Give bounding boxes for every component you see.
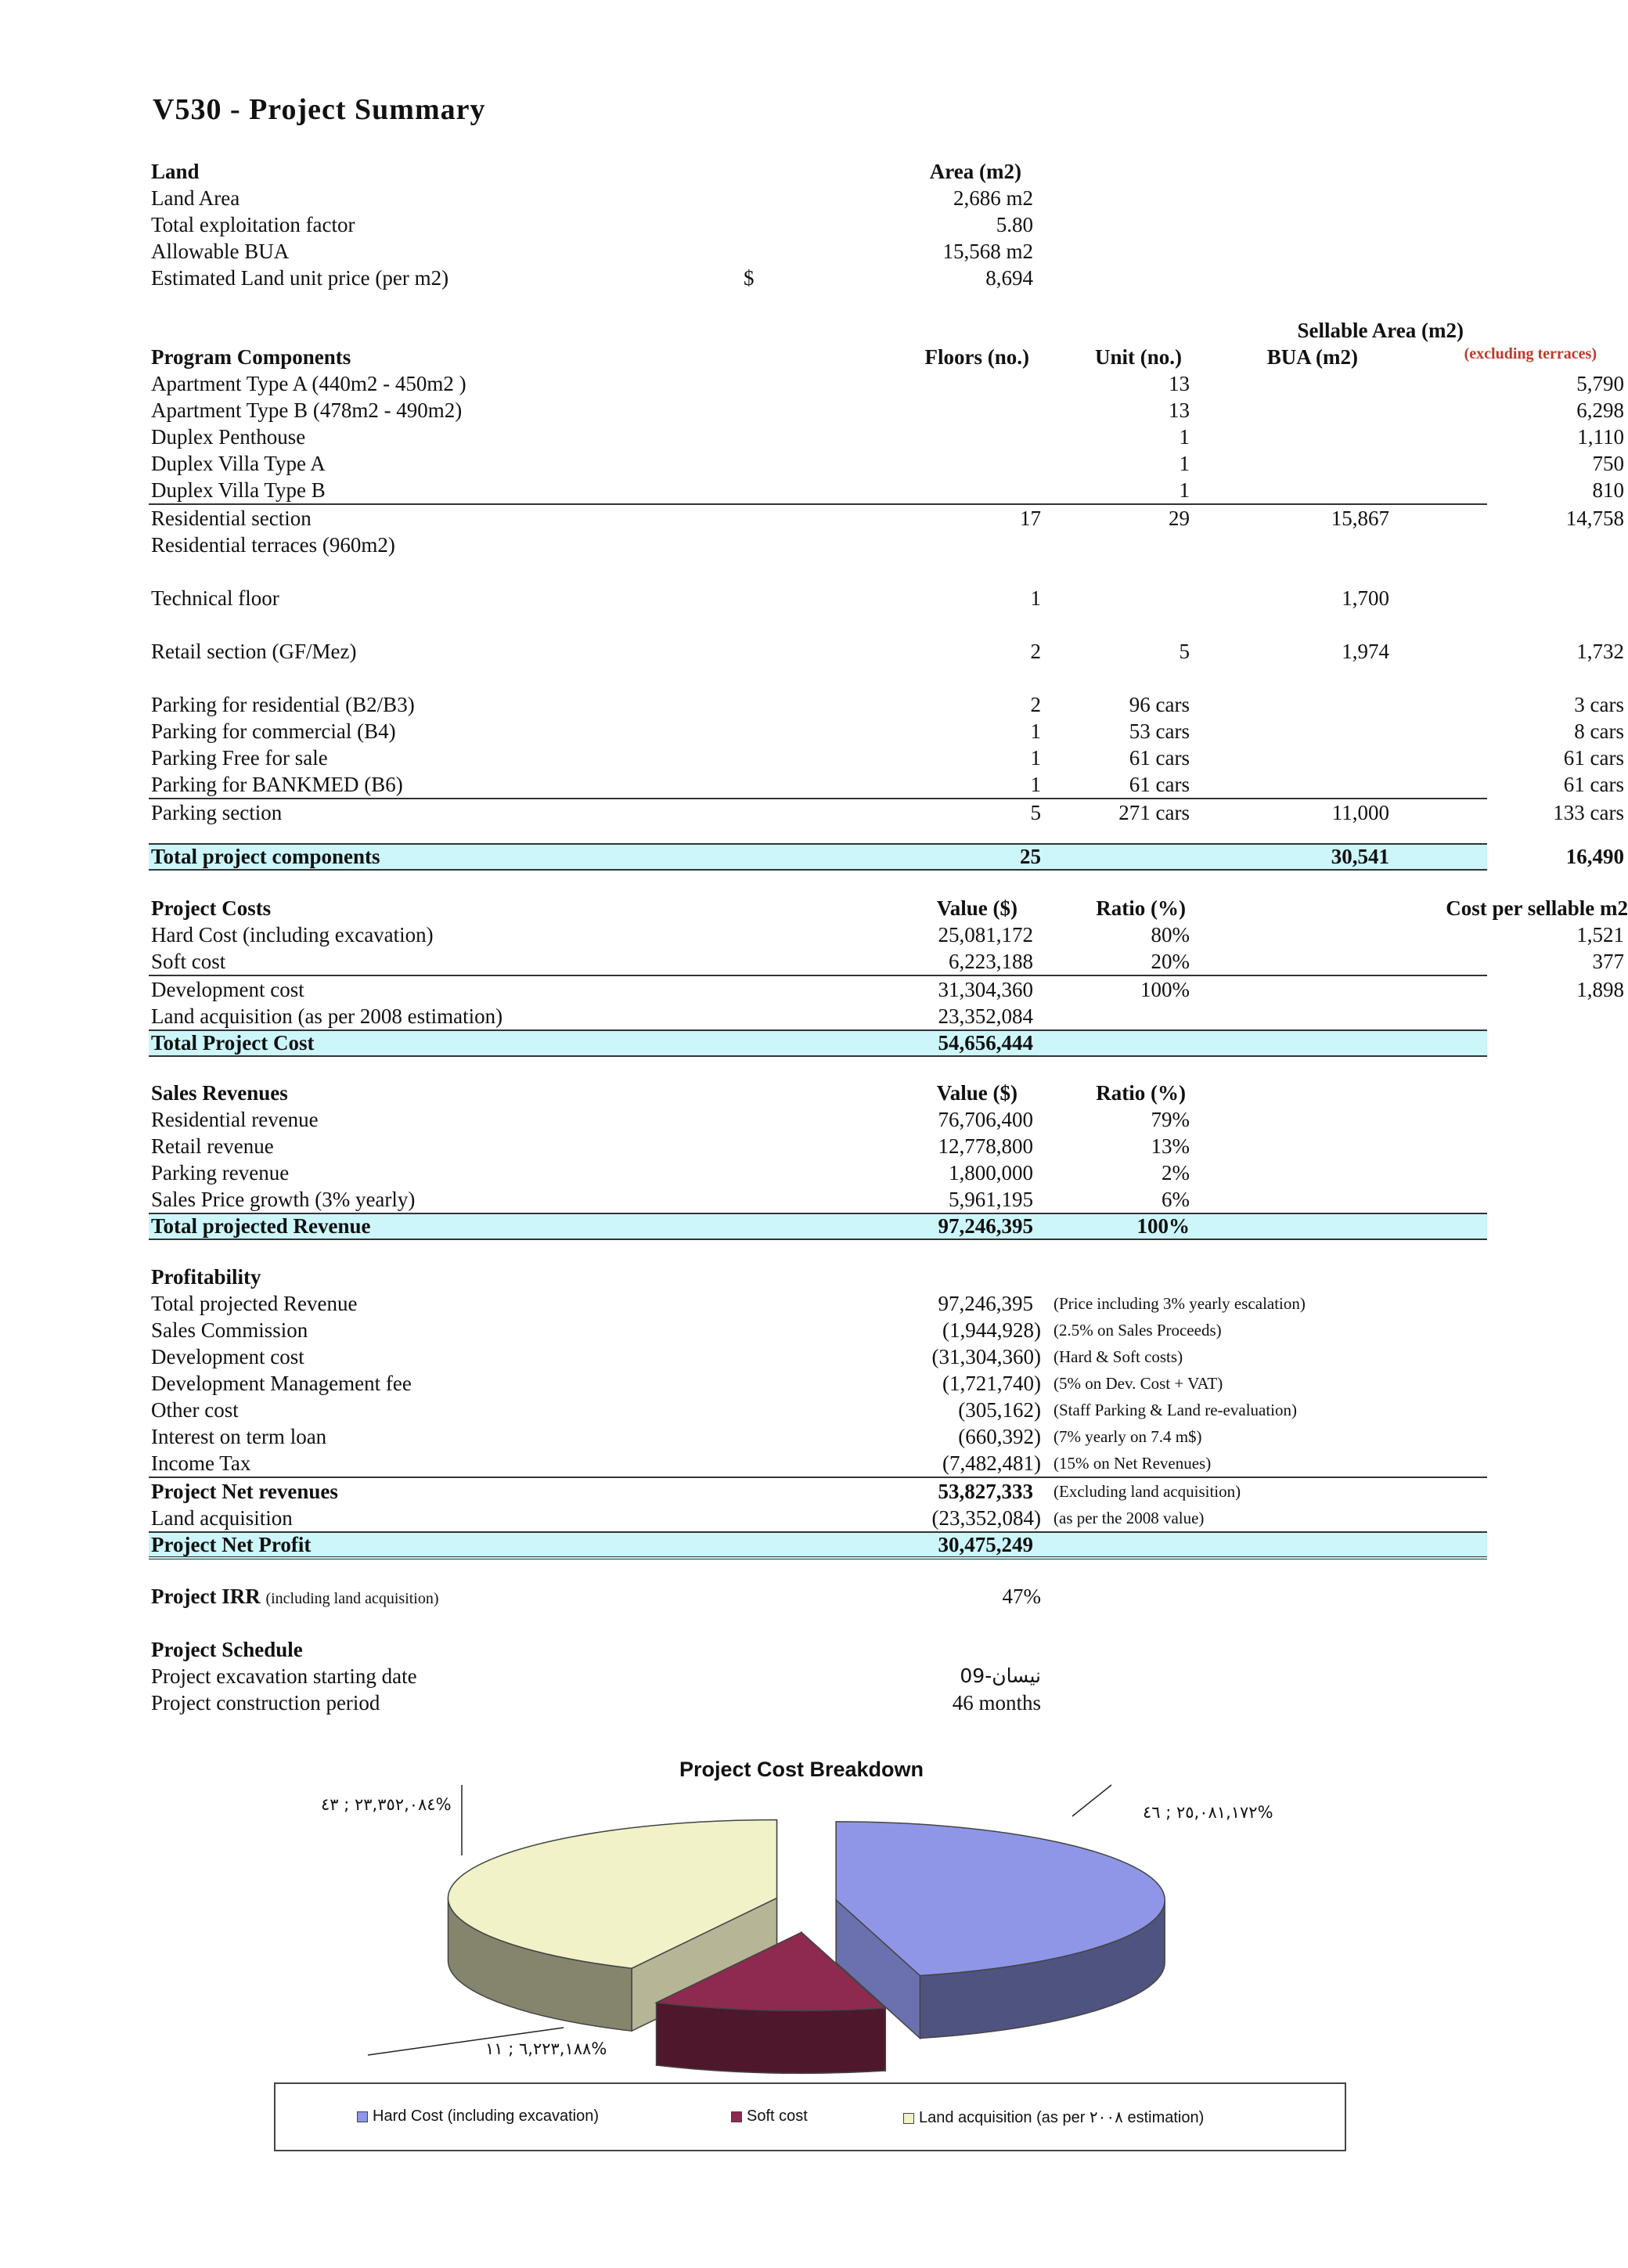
program-row-sellable: 1,110 [1577, 425, 1624, 449]
value-col: Value ($) [936, 1081, 1018, 1105]
pie-slice-side [657, 2003, 886, 2073]
profit-note: (7% yearly on 7.4 m$) [1054, 1427, 1202, 1446]
program-row-sellable: 3 cars [1574, 693, 1624, 716]
program-row [149, 585, 1487, 611]
row-spacer [149, 611, 1487, 638]
total-floors: 25 [1020, 845, 1041, 868]
program-row-sellable: 14,758 [1565, 507, 1624, 530]
program-row-label: Technical floor [151, 586, 279, 610]
program-row-label: Parking for residential (B2/B3) [151, 693, 415, 716]
schedule-row [149, 1689, 1487, 1716]
cost-value: 31,304,360 [938, 978, 1033, 1001]
revenue-ratio: 13% [1151, 1134, 1190, 1158]
profit-note: (2.5% on Sales Proceeds) [1054, 1321, 1222, 1340]
program-row [149, 745, 1624, 771]
program-row-sellable: 8 cars [1574, 719, 1624, 743]
cost-cpm: 1,521 [1576, 923, 1624, 947]
program-row-label: Residential terraces (960m2) [151, 533, 395, 557]
page-title: V530 - Project Summary [153, 93, 486, 126]
total-sellable: 16,490 [1565, 845, 1624, 868]
program-row [149, 477, 1624, 503]
revenue-label: Retail revenue [151, 1134, 274, 1158]
total-label: Project Net Profit [151, 1533, 312, 1556]
program-row-floors: 1 [1030, 746, 1041, 770]
legend-label: Soft cost [747, 2108, 808, 2125]
cost-total-row [149, 1029, 1487, 1057]
land-row-label: Allowable BUA [151, 240, 290, 263]
cost-ratio: 80% [1151, 923, 1190, 947]
legend-swatch [357, 2111, 368, 2122]
profit-land-row [149, 1505, 1487, 1531]
program-row-floors: 17 [1020, 507, 1041, 530]
program-row-unit: 53 cars [1129, 719, 1190, 743]
program-row-label: Duplex Villa Type B [151, 478, 326, 502]
currency-symbol: $ [744, 266, 755, 290]
total-label: Total project components [151, 845, 380, 868]
program-row [149, 532, 1487, 558]
program-row-floors: 1 [1030, 586, 1041, 610]
chart-title: Project Cost Breakdown [679, 1758, 924, 1781]
profit-row [149, 1397, 1487, 1423]
program-row-label: Retail section (GF/Mez) [151, 640, 357, 663]
floors-col: Floors (no.) [924, 345, 1029, 369]
legend-swatch [903, 2113, 914, 2124]
profit-note: (Price including 3% yearly escalation) [1054, 1294, 1306, 1313]
profit-value: (7,482,481) [942, 1451, 1041, 1475]
ratio-col: Ratio (%) [1096, 1081, 1186, 1105]
profit-note: (Hard & Soft costs) [1054, 1347, 1183, 1366]
program-row [149, 397, 1624, 424]
program-row [149, 424, 1624, 450]
profit-value: 97,246,395 [938, 1292, 1033, 1315]
costs-header: Project Costs [151, 896, 272, 920]
schedule-section [149, 1636, 1487, 1716]
program-row [149, 503, 1624, 532]
legend-label: Hard Cost (including excavation) [373, 2108, 600, 2125]
profit-row [149, 1290, 1487, 1317]
revenue-total-row [149, 1213, 1487, 1240]
cost-row [149, 975, 1624, 1003]
costs-section [149, 895, 1628, 1057]
total-label: Total Project Cost [151, 1031, 315, 1055]
land-row-label: Total exploitation factor [151, 213, 355, 236]
cost-label: Hard Cost (including excavation) [151, 923, 434, 947]
program-header-row-top [149, 317, 1487, 344]
sellable-col: Sellable Area (m2) [1297, 319, 1464, 342]
land-section [149, 158, 1487, 291]
total-label: Total projected Revenue [151, 1214, 371, 1238]
revenue-label: Sales Price growth (3% yearly) [151, 1188, 416, 1211]
land-label: Land acquisition [151, 1506, 293, 1530]
cost-label: Soft cost [151, 950, 226, 973]
revenues-section [149, 1080, 1487, 1240]
irr-label: Project IRR [151, 1585, 261, 1608]
profit-value: (1,721,740) [942, 1372, 1041, 1395]
profit-rows [149, 1290, 1487, 1477]
revenue-row [149, 1159, 1487, 1186]
program-row-label: Parking section [151, 801, 283, 824]
program-row-unit: 61 cars [1129, 773, 1190, 796]
land-header: Land [151, 160, 200, 183]
program-row-unit: 13 [1169, 372, 1190, 395]
cost-value: 23,352,084 [938, 1004, 1033, 1028]
cost-ratio: 100% [1140, 978, 1190, 1001]
profit-label: Development Management fee [151, 1372, 412, 1395]
program-row [149, 638, 1624, 665]
revenue-row [149, 1186, 1487, 1213]
chart-legend [274, 2082, 1346, 2151]
land-area-col: Area (m2) [929, 160, 1021, 183]
irr-row [149, 1583, 1487, 1610]
program-row-sellable: 6,298 [1576, 398, 1624, 422]
cost-cpm: 377 [1592, 950, 1624, 973]
profit-header: Profitability [151, 1265, 261, 1289]
legend-swatch [731, 2111, 742, 2122]
program-header: Program Components [151, 345, 351, 369]
program-row [149, 718, 1624, 745]
program-section [149, 317, 1624, 871]
program-row-label: Duplex Villa Type A [151, 452, 326, 475]
program-row-unit: 1 [1179, 452, 1190, 475]
legend-item-soft [731, 2108, 808, 2126]
program-row-label: Apartment Type A (440m2 - 450m2 ) [151, 372, 466, 395]
pie-data-label-land: ٢٣,٣٥٢,٠٨٤ ; ٤٣% [321, 1795, 452, 1814]
program-row-unit: 61 cars [1129, 746, 1190, 770]
revenue-value: 12,778,800 [938, 1134, 1033, 1158]
program-row-floors: 1 [1030, 773, 1041, 796]
program-row-floors: 5 [1030, 801, 1041, 824]
net-label: Project Net revenues [151, 1480, 338, 1503]
program-row [149, 798, 1624, 826]
profit-row [149, 1370, 1487, 1397]
schedule-row [149, 1663, 1487, 1689]
schedule-header: Project Schedule [151, 1638, 303, 1661]
program-row-sellable: 133 cars [1553, 801, 1624, 824]
cost-label: Land acquisition (as per 2008 estimation) [151, 1004, 503, 1028]
land-row-value: 15,568 m2 [942, 240, 1033, 263]
cost-row [149, 921, 1624, 948]
profit-label: Other cost [151, 1398, 239, 1422]
land-row-value: 5.80 [996, 213, 1033, 236]
profit-row [149, 1317, 1487, 1343]
total-bua: 30,541 [1331, 845, 1389, 868]
revenues-header: Sales Revenues [151, 1081, 288, 1105]
profit-label: Interest on term loan [151, 1425, 327, 1448]
profit-label: Development cost [151, 1345, 304, 1368]
profit-header-row [149, 1264, 1487, 1290]
program-row-unit: 271 cars [1118, 801, 1190, 824]
program-row-sellable: 5,790 [1576, 372, 1624, 395]
legend-item-hard [357, 2108, 599, 2126]
profit-note: (Staff Parking & Land re-evaluation) [1054, 1401, 1298, 1419]
program-header-row [149, 344, 1597, 370]
leader-line [1072, 1785, 1111, 1816]
cost-label: Development cost [151, 978, 304, 1001]
program-row-sellable: 810 [1592, 478, 1624, 502]
revenue-ratio: 2% [1162, 1161, 1190, 1184]
program-row-unit: 5 [1179, 640, 1190, 663]
profit-value: (305,162) [958, 1398, 1041, 1422]
program-row-unit: 29 [1169, 507, 1190, 530]
land-row [149, 238, 1487, 265]
program-row-floors: 2 [1030, 693, 1041, 716]
profit-value: (31,304,360) [931, 1345, 1041, 1368]
program-total-row [149, 843, 1624, 871]
pie-data-label-hard: ٢٥,٠٨١,١٧٢ ; ٤٦% [1143, 1803, 1273, 1822]
program-row-sellable: 61 cars [1563, 773, 1624, 796]
revenue-value: 76,706,400 [938, 1108, 1033, 1131]
cost-cpm: 1,898 [1576, 978, 1624, 1001]
program-row [149, 691, 1624, 718]
cost-value: 25,081,172 [938, 923, 1033, 947]
profit-row [149, 1343, 1487, 1370]
pie-slice [836, 1822, 1165, 2039]
schedule-value: نيسان-09 [960, 1664, 1041, 1687]
program-row-unit: 1 [1179, 425, 1190, 449]
total-ratio: 100% [1136, 1214, 1190, 1238]
legend-item-land [903, 2108, 1204, 2127]
irr-note: (including land acquisition) [265, 1590, 439, 1607]
irr-section [149, 1583, 1487, 1610]
sellable-note: (excluding terraces) [1464, 345, 1597, 362]
program-row [149, 370, 1624, 397]
program-row-floors: 2 [1030, 640, 1041, 663]
unit-col: Unit (no.) [1094, 345, 1182, 369]
schedule-label: Project construction period [151, 1691, 380, 1715]
profitability-section [149, 1264, 1487, 1559]
profit-note: (15% on Net Revenues) [1054, 1454, 1212, 1473]
revenue-label: Residential revenue [151, 1108, 319, 1131]
cost-row [149, 1003, 1487, 1029]
profit-label: Income Tax [151, 1451, 251, 1475]
land-header-row [149, 158, 1487, 185]
land-value: (23,352,084) [931, 1506, 1041, 1530]
cpm-col: Cost per sellable m2 [1446, 896, 1628, 920]
program-row [149, 771, 1624, 798]
program-row-label: Parking for commercial (B4) [151, 719, 396, 743]
land-row-value: 2,686 m2 [953, 186, 1033, 210]
bua-col: BUA (m2) [1266, 345, 1358, 369]
cost-ratio: 20% [1151, 950, 1190, 973]
program-row-unit: 13 [1169, 398, 1190, 422]
irr-label-wrap [151, 1583, 439, 1612]
total-value: 97,246,395 [938, 1214, 1033, 1238]
program-row-bua: 1,700 [1342, 586, 1389, 610]
program-row-bua: 15,867 [1331, 507, 1389, 530]
land-note: (as per the 2008 value) [1054, 1509, 1205, 1527]
land-row-value: 8,694 [985, 266, 1033, 290]
profit-value: (1,944,928) [942, 1318, 1041, 1342]
program-row [149, 450, 1624, 477]
profit-net-row [149, 1477, 1487, 1505]
profit-note: (5% on Dev. Cost + VAT) [1054, 1374, 1223, 1393]
profit-row [149, 1423, 1487, 1450]
row-spacer [149, 665, 1487, 691]
revenue-value: 1,800,000 [949, 1161, 1033, 1184]
costs-header-row [149, 895, 1628, 921]
profit-label: Sales Commission [151, 1318, 308, 1342]
cost-row [149, 948, 1624, 975]
revenue-ratio: 79% [1151, 1108, 1190, 1131]
profit-row [149, 1450, 1487, 1477]
land-row-label: Estimated Land unit price (per m2) [151, 266, 449, 290]
irr-value: 47% [1002, 1585, 1041, 1608]
program-row-sellable: 61 cars [1563, 746, 1624, 770]
net-value: 53,827,333 [938, 1480, 1033, 1503]
profit-label: Total projected Revenue [151, 1292, 358, 1315]
land-row-label: Land Area [151, 186, 240, 210]
schedule-value: 46 months [952, 1691, 1041, 1715]
revenue-label: Parking revenue [151, 1161, 290, 1184]
schedule-label: Project excavation starting date [151, 1664, 417, 1688]
revenue-value: 5,961,195 [949, 1188, 1033, 1211]
land-row [149, 185, 1487, 211]
land-row [149, 265, 1487, 291]
program-row-sellable: 1,732 [1576, 640, 1624, 663]
value-col: Value ($) [936, 896, 1018, 920]
program-rows [149, 370, 1624, 826]
pie-data-label-soft: ٦,٢٢٣,١٨٨ ; ١١% [485, 2039, 607, 2058]
program-row-unit: 1 [1179, 478, 1190, 502]
legend-label: Land acquisition (as per ٢٠٠٨ estimation) [919, 2109, 1205, 2126]
program-row-label: Parking Free for sale [151, 746, 328, 770]
revenue-row [149, 1133, 1487, 1159]
profit-total-row [149, 1531, 1487, 1559]
cost-value: 6,223,188 [949, 950, 1033, 973]
row-spacer [149, 558, 1487, 585]
revenue-ratio: 6% [1162, 1188, 1190, 1211]
land-row [149, 211, 1487, 238]
cost-breakdown-pie-chart [266, 1785, 1331, 2082]
net-note: (Excluding land acquisition) [1054, 1482, 1241, 1501]
ratio-col: Ratio (%) [1096, 896, 1186, 920]
total-value: 54,656,444 [938, 1031, 1033, 1055]
program-row-floors: 1 [1030, 719, 1041, 743]
program-row-label: Apartment Type B (478m2 - 490m2) [151, 398, 463, 422]
schedule-header-row [149, 1636, 1487, 1663]
program-row-label: Parking for BANKMED (B6) [151, 773, 403, 796]
total-value: 30,475,249 [938, 1533, 1033, 1556]
program-row-sellable: 750 [1592, 452, 1624, 475]
revenue-row [149, 1106, 1487, 1133]
program-row-bua: 1,974 [1342, 640, 1389, 663]
profit-value: (660,392) [958, 1425, 1041, 1448]
revenues-header-row [149, 1080, 1487, 1106]
program-row-bua: 11,000 [1331, 801, 1389, 824]
program-row-label: Residential section [151, 507, 312, 530]
program-row-label: Duplex Penthouse [151, 425, 306, 449]
program-row-unit: 96 cars [1129, 693, 1190, 716]
